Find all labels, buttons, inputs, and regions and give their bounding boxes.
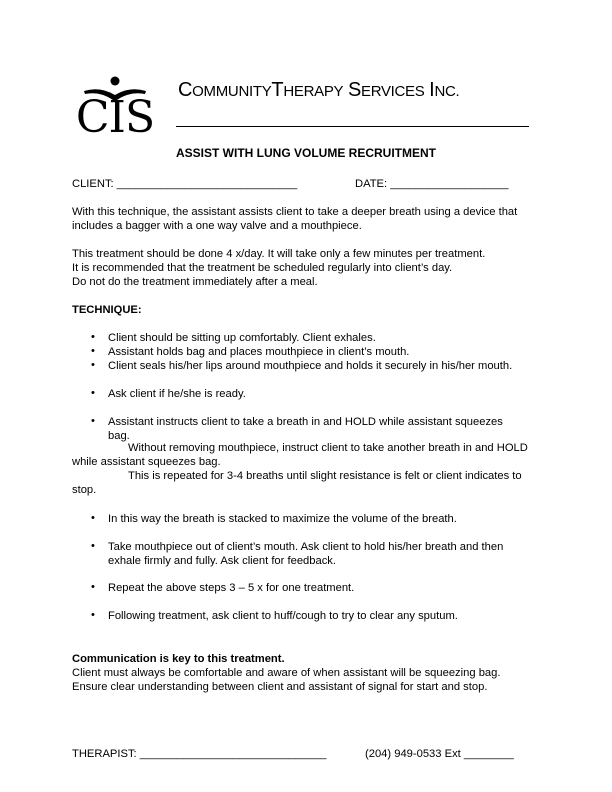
technique-heading: TECHNIQUE:: [72, 304, 142, 316]
date-field: DATE: ___________________: [355, 178, 509, 190]
communication-heading: Communication is key to this treatment.: [72, 653, 285, 665]
therapist-field: THERAPIST: ______________________________: [72, 748, 327, 760]
logo-text: CIS: [75, 92, 155, 136]
cis-logo: [70, 74, 160, 136]
company-name: COMMUNITYTHERAPY SERVICES INC.: [178, 79, 460, 101]
step-paragraph-cont: stop.: [72, 484, 97, 496]
step-paragraph: Without removing mouthpiece, instruct client to take another breath in and HOLD: [128, 442, 528, 454]
header-rule: [176, 126, 529, 127]
client-field: CLIENT: _____________________________: [72, 178, 298, 190]
schedule-paragraph: This treatment should be done 4 x/day. It will take only a few minutes per treatment. It is recommended that the treatment be scheduled regularly into client’s day. Do not do the treatment immediately after a meal.: [72, 248, 486, 288]
document-title: ASSIST WITH LUNG VOLUME RECRUITMENT: [176, 146, 436, 160]
logo-figure-head: [111, 77, 120, 86]
intro-paragraph: With this technique, the assistant assists client to take a deeper breath using a device that includes a bagger with a one way valve and a mouthpiece.: [72, 206, 518, 232]
communication-section: Communication is key to this treatment. Client must always be comfortable and aware of when assistant will be squeezing bag. Ensure clear understanding between client and assistant of signal for start and stop.: [72, 653, 501, 693]
phone-extension: (204) 949-0533 Ext ________: [365, 748, 514, 760]
step-paragraph: This is repeated for 3-4 breaths until slight resistance is felt or client indicates to: [128, 470, 522, 482]
step-paragraph-cont: while assistant squeezes bag.: [72, 456, 221, 468]
